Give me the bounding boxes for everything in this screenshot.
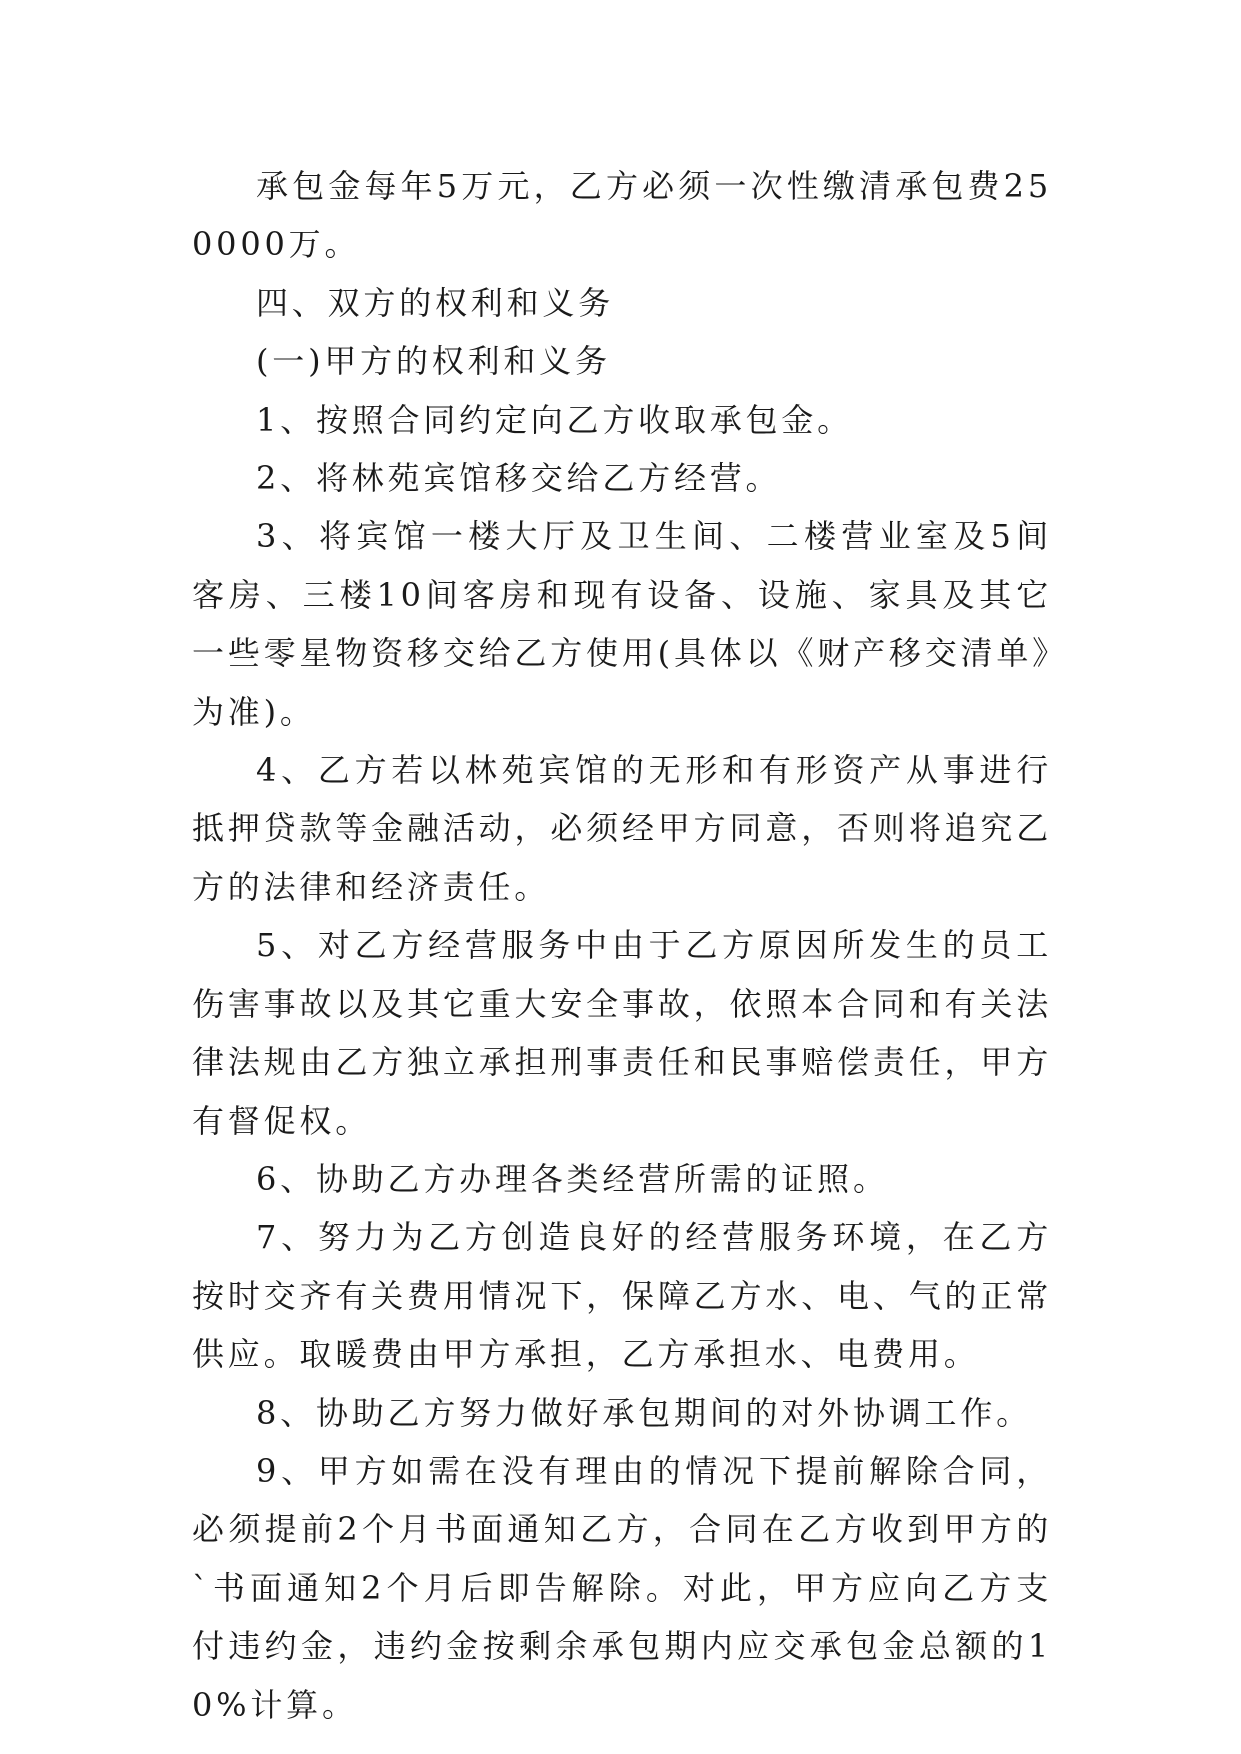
clause-2: 2、将林苑宾馆移交给乙方经营。	[256, 459, 782, 498]
subsection-heading-party-a: (一)甲方的权利和义务	[256, 342, 611, 381]
clause-8: 8、协助乙方努力做好承包期间的对外协调工作。	[256, 1393, 1032, 1432]
clause-5: 5、对乙方经营服务中由于乙方原因所发生的员工伤害事故以及其它重大安全事故，依照本合同和有关法律法规由乙方独立承担刑事责任和民事赔偿责任，甲方有督促权。	[192, 926, 1052, 1140]
clause-1: 1、按照合同约定向乙方收取承包金。	[256, 400, 853, 439]
clause-3: 3、将宾馆一楼大厅及卫生间、二楼营业室及5间客房、三楼10间客房和现有设备、设施、家具及其它一些零星物资移交给乙方使用(具体以《财产移交清单》为准)。	[192, 517, 1052, 731]
section-heading-rights-obligations: 四、双方的权利和义务	[256, 283, 615, 322]
document-body	[192, 157, 1052, 1734]
clause-7: 7、努力为乙方创造良好的经营服务环境，在乙方按时交齐有关费用情况下，保障乙方水、电、气的正常供应。取暖费由甲方承担，乙方承担水、电费用。	[192, 1218, 1052, 1374]
paragraph-contract-fee: 承包金每年5万元，乙方必须一次性缴清承包费250000万。	[192, 167, 1052, 264]
clause-4: 4、乙方若以林苑宾馆的无形和有形资产从事进行抵押贷款等金融活动，必须经甲方同意，否则将追究乙方的法律和经济责任。	[192, 751, 1052, 906]
clause-6: 6、协助乙方办理各类经营所需的证照。	[256, 1159, 889, 1198]
clause-9: 9、甲方如需在没有理由的情况下提前解除合同，必须提前2个月书面通知乙方，合同在乙方收到甲方的`书面通知2个月后即告解除。对此，甲方应向乙方支付违约金，违约金按剩余承包期内应交承包金总额的10%计算。	[192, 1451, 1052, 1724]
